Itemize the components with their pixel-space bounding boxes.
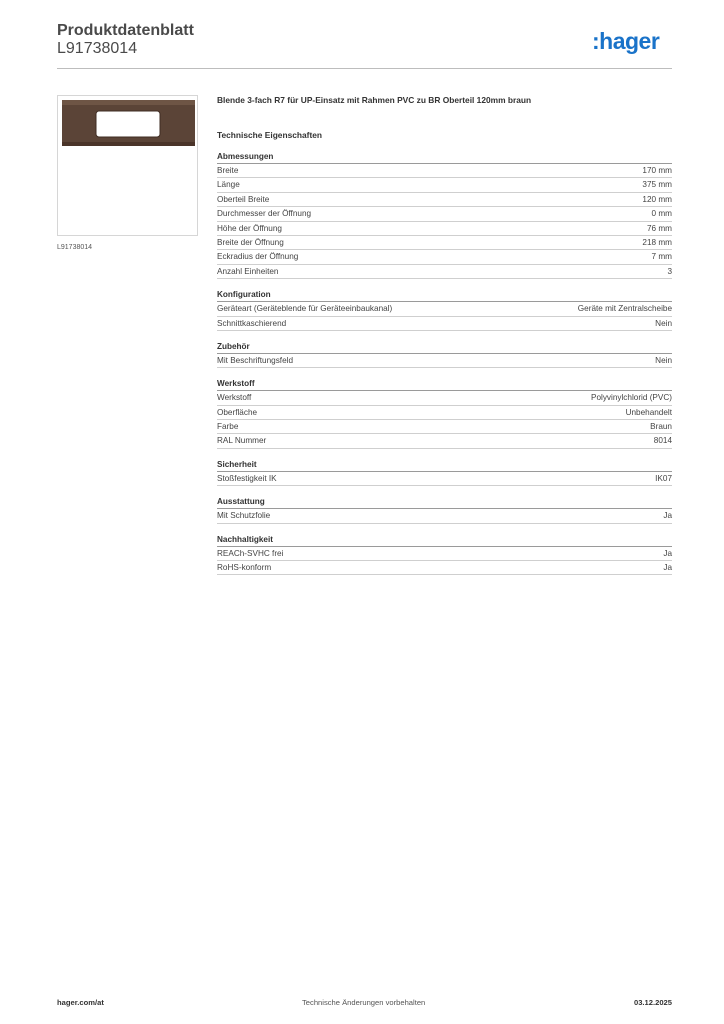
page-title: Produktdatenblatt xyxy=(57,22,194,39)
property-group xyxy=(217,495,672,523)
property-label: Breite der Öffnung xyxy=(217,237,284,247)
property-value: 7 mm xyxy=(651,252,672,262)
property-label: Farbe xyxy=(217,422,239,432)
property-label: RAL Nummer xyxy=(217,436,267,446)
property-value: Unbehandelt xyxy=(625,407,672,417)
property-label: Mit Schutzfolie xyxy=(217,511,271,521)
property-label: Oberfläche xyxy=(217,407,258,417)
property-label: Stoßfestigkeit IK xyxy=(217,473,277,483)
property-row xyxy=(217,434,672,448)
property-value: 120 mm xyxy=(642,194,672,204)
property-row xyxy=(217,207,672,221)
property-label: Länge xyxy=(217,180,240,190)
property-value: Ja xyxy=(663,548,672,558)
property-label: RoHS-konform xyxy=(217,563,272,573)
property-group-title: Ausstattung xyxy=(217,495,672,509)
property-group xyxy=(217,340,672,368)
footer-website-link[interactable]: hager.com/at xyxy=(57,998,104,1007)
header-divider xyxy=(57,68,672,69)
property-label: REACh-SVHC frei xyxy=(217,548,284,558)
hager-logo xyxy=(592,29,672,55)
property-row xyxy=(217,354,672,368)
property-groups xyxy=(217,150,672,575)
property-row xyxy=(217,164,672,178)
property-label: Durchmesser der Öffnung xyxy=(217,209,312,219)
property-row xyxy=(217,222,672,236)
property-label: Werkstoff xyxy=(217,393,252,403)
property-row xyxy=(217,391,672,405)
property-value: 76 mm xyxy=(646,223,672,233)
property-row xyxy=(217,302,672,316)
property-group-title: Sicherheit xyxy=(217,458,672,472)
property-label: Mit Beschriftungsfeld xyxy=(217,355,293,365)
property-value: Ja xyxy=(663,511,672,521)
footer-notice: Technische Änderungen vorbehalten xyxy=(302,998,426,1007)
product-name: Blende 3-fach R7 für UP-Einsatz mit Rahmen PVC zu BR Oberteil 120mm braun xyxy=(217,95,532,105)
property-value: 218 mm xyxy=(642,237,672,247)
property-value: 0 mm xyxy=(651,209,672,219)
property-group-title: Werkstoff xyxy=(217,377,672,391)
property-row xyxy=(217,547,672,561)
property-group xyxy=(217,377,672,449)
property-label: Eckradius der Öffnung xyxy=(217,252,299,262)
property-row xyxy=(217,265,672,279)
hager-logo-text: :hager xyxy=(592,29,660,54)
property-value: IK07 xyxy=(655,473,672,483)
property-group-title: Zubehör xyxy=(217,340,672,354)
product-plate-graphic xyxy=(62,100,195,146)
property-value: 375 mm xyxy=(642,180,672,190)
product-number: L91738014 xyxy=(57,40,138,57)
property-group-title: Konfiguration xyxy=(217,288,672,302)
property-value: 3 xyxy=(667,266,672,276)
property-row xyxy=(217,193,672,207)
property-value: Braun xyxy=(650,422,672,432)
property-label: Anzahl Einheiten xyxy=(217,266,279,276)
property-row xyxy=(217,236,672,250)
property-row xyxy=(217,317,672,331)
product-details xyxy=(217,94,672,584)
property-label: Schnittkaschierend xyxy=(217,318,287,328)
property-value: Polyvinylchlorid (PVC) xyxy=(591,393,672,403)
property-value: 8014 xyxy=(653,436,672,446)
property-group xyxy=(217,533,672,576)
image-caption: L91738014 xyxy=(57,244,93,251)
property-row xyxy=(217,509,672,523)
property-group xyxy=(217,150,672,279)
property-label: Geräteart (Geräteblende für Geräteeinbaukanal) xyxy=(217,304,393,314)
property-group xyxy=(217,458,672,486)
property-value: Nein xyxy=(655,318,672,328)
technical-properties-heading: Technische Eigenschaften xyxy=(217,130,323,140)
property-group-title: Abmessungen xyxy=(217,150,672,164)
property-label: Breite xyxy=(217,166,239,175)
property-row xyxy=(217,472,672,486)
footer-date: 03.12.2025 xyxy=(633,998,672,1007)
property-label: Oberteil Breite xyxy=(217,194,270,204)
property-row xyxy=(217,178,672,192)
property-row xyxy=(217,406,672,420)
property-value: Nein xyxy=(655,355,672,365)
property-row xyxy=(217,420,672,434)
property-group xyxy=(217,288,672,331)
property-value: 170 mm xyxy=(642,166,672,175)
property-label: Höhe der Öffnung xyxy=(217,223,282,233)
product-image xyxy=(57,95,198,236)
property-value: Geräte mit Zentralscheibe xyxy=(577,304,672,314)
property-row xyxy=(217,561,672,575)
property-value: Ja xyxy=(663,563,672,573)
property-group-title: Nachhaltigkeit xyxy=(217,533,672,547)
property-row xyxy=(217,250,672,264)
